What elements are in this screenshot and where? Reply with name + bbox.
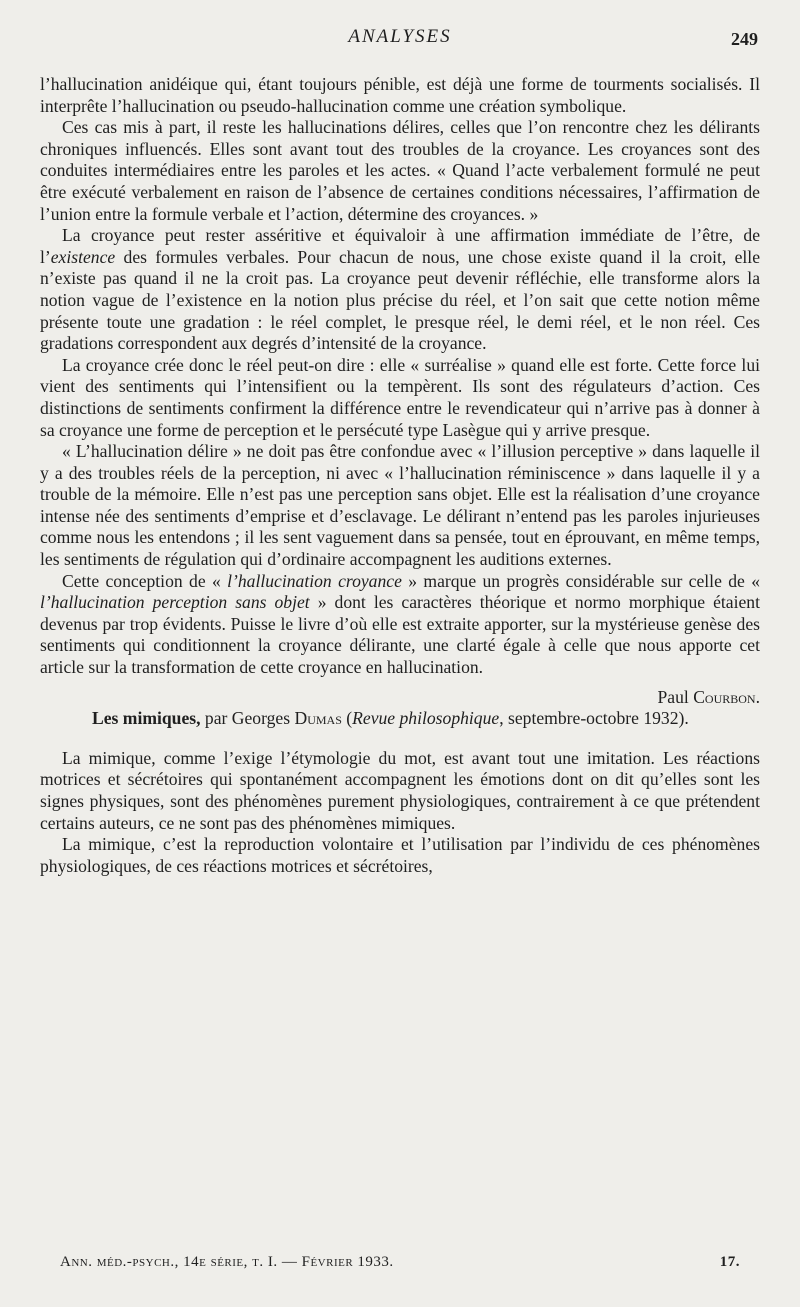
footer-sheet-number: 17. [719, 1254, 740, 1270]
text-run: » dont les caractères théorique et normo morphique étaient devenus par trop évidents. Puisse le livre d’où elle est extraite apporter, sur la mystérieuse genèse des sentiments qui conditionnent la croyance délirante, une clarté égale à celle que nous apporte cet article sur la transformation de cette croyance en hallucination. [40, 592, 760, 678]
text-run: » marque un progrès considérable sur celle de « [401, 570, 760, 591]
page-footer [60, 1254, 740, 1278]
review-by: par Georges [200, 708, 295, 729]
article-body [40, 74, 760, 877]
running-head: ANALYSES [348, 26, 452, 47]
page-header [40, 26, 760, 56]
review-open: ( [341, 708, 353, 729]
review-heading [40, 708, 760, 730]
review-journal: Revue philosophique [352, 708, 500, 729]
emphasis: existence [50, 246, 116, 267]
paragraph: La croyance crée donc le réel peut-on dire : elle « surréalise » quand elle est forte. Cette force lui vient des sentiments qui l’intensifient ou la tempèrent. Ils sont des régulateurs d’action. Ces distinctions de sentiments confirment la différence entre le revendicateur qui n’arrive pas à donner à sa croyance une forme de perception et le persécuté type Lasègue qui y arrive presque. [40, 354, 760, 440]
signature [40, 687, 760, 709]
footer-journal: Ann. méd.-psych., 14e série, t. I. — Février 1933. [60, 1254, 394, 1270]
paragraph [40, 225, 760, 355]
paragraph: « L’hallucination délire » ne doit pas être confondue avec « l’illusion perceptive » dans laquelle il y a des troubles réels de la perception, ni avec « l’hallucination réminiscence » dans laquelle il y a trouble de la mémoire. Elle n’est pas une perception sans objet. Elle est la réalisation d’une croyance intense née des sentiments d’emprise et d’esclavage. Le délirant n’entend pas les paroles injurieuses comme nous les entendons ; il les sent vaguement dans sa pensée, tout en éprouvant, en même temps, les sentiments de régulation qui d’ordinaire accompagnent les auditions externes. [40, 441, 760, 570]
text-run: des formules verbales. Pour chacun de nous, une chose existe quand il la croit, elle n’existe pas quand il ne la croit pas. La croyance peut devenir réfléchie, elle transforme alors la notion vague de l’existence en la notion plus précise du réel, et l’on sait que cette notion même présente toute une gradation : le réel complet, le presque réel, le demi réel, et le non réel. Ces gradations correspondent aux degrés d’intensité de la croyance. [40, 246, 760, 354]
paragraph-continuation: l’hallucination anidéique qui, étant toujours pénible, est déjà une forme de tourments socialisés. Il interprête l’hallucination ou pseudo-hallucination comme une création symbolique. [40, 74, 760, 116]
spacer [40, 730, 760, 748]
review-date: , septembre-octobre 1932). [499, 708, 689, 729]
paragraph: La mimique, c’est la reproduction volontaire et l’utilisation par l’individu de ces phénomènes physiologiques, de ces réactions motrices et sécrétoires, [40, 834, 760, 876]
paragraph: Ces cas mis à part, il reste les hallucinations délires, celles que l’on rencontre chez les délirants chroniques influencés. Elles sont avant tout des troubles de la croyance. Les croyances sont des conduites intermédiaires entre les paroles et les actes. « Quand l’acte verbalement formulé ne peut être exécuté verbalement en raison de l’absence de certaines conditions nécessaires, l’affirmation de l’union entre la formule verbale et l’action, détermine des croyances. » [40, 117, 760, 224]
text-run: La croyance peut rester asséritive et équivaloir à une affirmation immédiate de l’être, de l’ [40, 225, 760, 267]
paragraph [40, 571, 760, 679]
paragraph: La mimique, comme l’exige l’étymologie du mot, est avant tout une imitation. Les réactions motrices et sécrétoires qui spontanément accompagnent les émotions dont on dit qu’elles sont les signes physiques, sont des phénomènes purement physiologiques, contrairement à ce que prétendent certains auteurs, ce ne sont pas des phénomènes mimiques. [40, 747, 760, 833]
emphasis: l’hallucination croyance [227, 570, 402, 591]
review-title: Les mimiques, [92, 708, 201, 729]
text-run: Cette conception de « [62, 570, 228, 591]
page-number: 249 [731, 29, 758, 49]
emphasis: l’hallucination perception sans objet [40, 592, 310, 613]
signature-last: Courbon. [693, 686, 760, 707]
review-author: Dumas [294, 708, 342, 729]
signature-first: Paul [657, 686, 694, 707]
